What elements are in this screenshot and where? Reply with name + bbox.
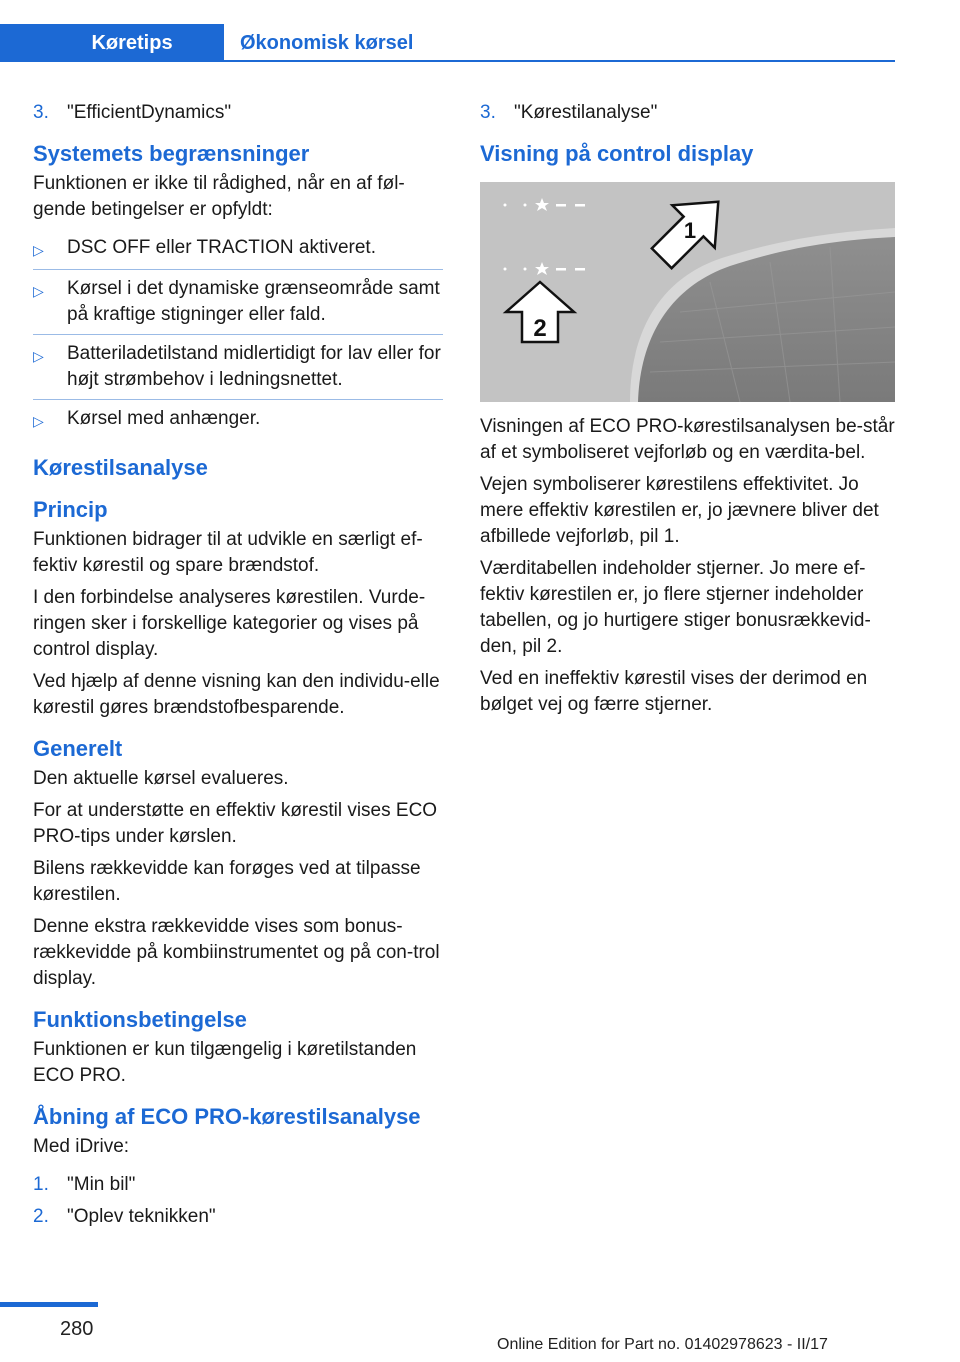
eco-pro-display-figure <box>480 182 895 402</box>
general-paragraph: Denne ekstra rækkevidde vises som bonus-rækkevidde på kombiinstrumentet og på con-trol display. <box>33 916 440 989</box>
step-number: 1. <box>33 1174 49 1195</box>
footer-accent-bar <box>0 1302 98 1307</box>
step-number: 3. <box>480 102 496 123</box>
limits-list <box>33 229 443 440</box>
page-header <box>0 0 895 62</box>
condition-heading: Funktionsbetingelse <box>33 1007 247 1032</box>
principle-paragraph: Funktionen bidrager til at udvikle en særligt ef-fektiv kørestil og spare brændstof. <box>33 529 423 576</box>
principle-paragraph: I den forbindelse analyseres kørestilen. Vurde-ringen sker i forskellige kategorier og vises på control display. <box>33 587 426 660</box>
list-item: ▷ Batteriladetilstand midlertidigt for lav eller for højt strømbehov i ledningsnettet. <box>33 335 443 400</box>
triangle-bullet-icon: ▷ <box>33 348 44 364</box>
principle-heading: Princip <box>33 497 108 522</box>
left-column <box>33 100 443 1236</box>
svg-text:1: 1 <box>683 218 697 243</box>
display-paragraph: Vejen symboliserer kørestilens effektivitet. Jo mere effektiv kørestilen er, jo jævnere bliver det afbillede vejforløb, pil 1. <box>480 474 879 547</box>
step-text: "EfficientDynamics" <box>67 102 232 123</box>
general-heading: Generelt <box>33 736 123 761</box>
list-item: ▷ Kørsel med anhænger. <box>33 400 443 440</box>
display-paragraph: Ved en ineffektiv kørestil vises der derimod en bølget vej og færre stjerner. <box>480 668 868 715</box>
step-text: "Kørestilanalyse" <box>514 102 658 123</box>
principle-paragraph: Ved hjælp af denne visning kan den individu-elle kørestil gøres brændstofbesparende. <box>33 671 440 718</box>
limits-intro: Funktionen er ikke til rådighed, når en af føl-gende betingelser er opfyldt: <box>33 173 405 220</box>
triangle-bullet-icon: ▷ <box>33 242 44 258</box>
display-paragraph: Visningen af ECO PRO-kørestilsanalysen be-står af et symboliseret vejforløb og en værdita-bel. <box>480 416 895 463</box>
menu-step-3 <box>480 100 895 126</box>
step-text: "Oplev teknikken" <box>67 1206 216 1227</box>
svg-text:2: 2 <box>533 315 547 342</box>
display-heading: Visning på control display <box>480 141 754 166</box>
limits-heading: Systemets begrænsninger <box>33 141 310 166</box>
general-paragraph: Bilens rækkevidde kan forøges ved at tilpasse kørestilen. <box>33 858 421 905</box>
open-heading: Åbning af ECO PRO-kørestilsanalyse <box>33 1104 421 1129</box>
menu-step-3 <box>33 100 443 126</box>
edition-text: Online Edition for Part no. 01402978623 - II/17 <box>497 1336 828 1353</box>
right-column <box>480 100 895 724</box>
step-number: 3. <box>33 102 49 123</box>
condition-paragraph: Funktionen er kun tilgængelig i køretilstanden ECO PRO. <box>33 1039 417 1086</box>
general-paragraph: For at understøtte en effektiv kørestil vises ECO PRO-tips under kørslen. <box>33 800 438 847</box>
section-tab[interactable]: Køretips <box>0 24 224 62</box>
list-item: ▷ DSC OFF eller TRACTION aktiveret. <box>33 229 443 270</box>
menu-step-2 <box>33 1204 443 1230</box>
step-number: 2. <box>33 1206 49 1227</box>
step-text: "Min bil" <box>67 1174 136 1195</box>
header-divider <box>0 60 895 62</box>
triangle-bullet-icon: ▷ <box>33 413 44 429</box>
general-paragraph: Den aktuelle kørsel evalueres. <box>33 768 289 789</box>
analysis-heading: Kørestilsanalyse <box>33 455 208 480</box>
display-paragraph: Værditabellen indeholder stjerner. Jo mere ef-fektiv kørestilen er, jo flere stjerner indeholder tabellen, og jo hurtigere stiger bonusrækkevid-den, pil 2. <box>480 558 871 657</box>
chapter-tab[interactable]: Økonomisk kørsel <box>240 31 414 54</box>
eco-pro-display-illustration <box>480 182 895 402</box>
menu-step-1 <box>33 1172 443 1198</box>
list-item: ▷ Kørsel i det dynamiske grænseområde samt på kraftige stigninger eller fald. <box>33 270 443 335</box>
open-paragraph: Med iDrive: <box>33 1136 130 1157</box>
triangle-bullet-icon: ▷ <box>33 283 44 299</box>
page-number: 280 <box>60 1318 94 1340</box>
